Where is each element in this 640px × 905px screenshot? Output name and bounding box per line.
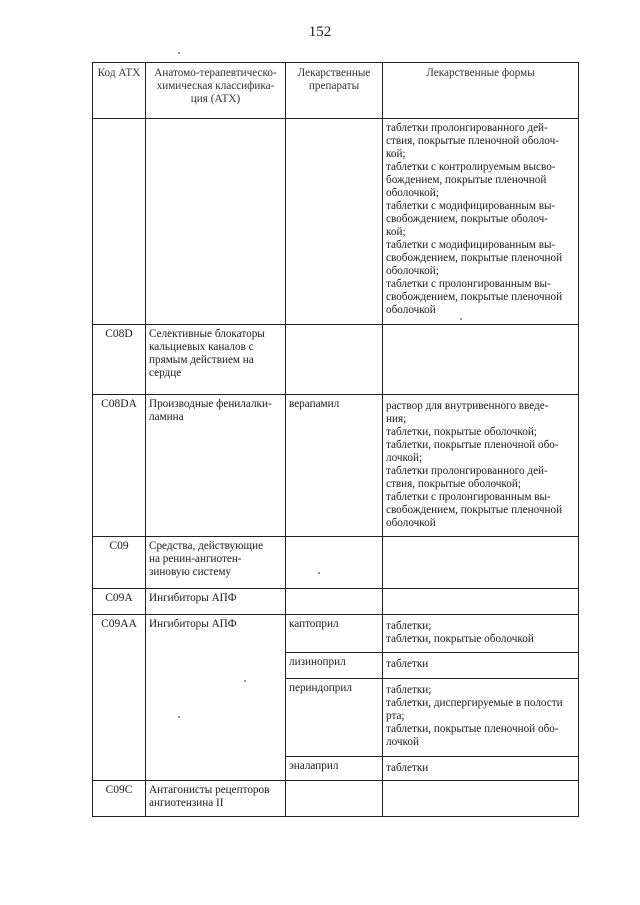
- drug-cell: эналаприл: [286, 757, 383, 781]
- form-line: лочкой: [386, 736, 419, 748]
- code-cell: C08D: [93, 325, 146, 395]
- classification-line: Антагонисты рецепторов: [149, 784, 270, 796]
- header-classification: [146, 63, 286, 119]
- forms-cell: [383, 615, 579, 653]
- form-line: таблетки пролонгированного дей-: [386, 122, 548, 134]
- classification-line: Средства, действующие: [149, 540, 264, 552]
- header-classification-line: химическая классифика-: [156, 80, 275, 92]
- atx-table: [92, 62, 579, 817]
- classification-line: на ренин-ангиотен-: [149, 553, 242, 565]
- form-line: бождением, покрытые пленочной: [386, 174, 547, 186]
- form-line: таблетки;: [386, 684, 432, 696]
- forms-cell: [383, 119, 579, 325]
- code-cell: [93, 119, 146, 325]
- form-line: таблетки, диспергируемые в полости: [386, 697, 563, 709]
- header-code: Код АТХ: [93, 63, 146, 119]
- form-line: свобождением, покрытые пленочной: [386, 291, 563, 303]
- form-line: ния;: [386, 413, 407, 425]
- table-row: [93, 395, 579, 537]
- forms-cell: [383, 653, 579, 679]
- form-line: таблетки с пролонгированным вы-: [386, 491, 551, 503]
- classification-cell: [146, 589, 286, 615]
- table-row: [93, 325, 579, 395]
- header-classification-line: ция (АТХ): [190, 93, 241, 105]
- drug-cell: [286, 325, 383, 395]
- form-line: таблетки, покрытые оболочкой;: [386, 426, 537, 438]
- header-drugs: [286, 63, 383, 119]
- drug-cell: [286, 589, 383, 615]
- classification-line: ангиотензина II: [149, 797, 224, 809]
- classification-line: сердце: [149, 367, 182, 379]
- classification-line: Ингибиторы АПФ: [149, 618, 237, 630]
- form-line: таблетки: [386, 658, 429, 670]
- code-cell: C09A: [93, 589, 146, 615]
- classification-line: Производные фенилалки-: [149, 398, 272, 410]
- table-header-row: [93, 63, 579, 119]
- form-line: лочкой;: [386, 452, 423, 464]
- classification-line: ламина: [149, 411, 184, 423]
- forms-cell: [383, 325, 579, 395]
- form-line: оболочкой;: [386, 187, 439, 199]
- table-row: [93, 781, 579, 817]
- classification-line: Селективные блокаторы: [149, 328, 265, 340]
- form-line: таблетки: [386, 762, 429, 774]
- forms-cell: [383, 395, 579, 537]
- classification-cell: [146, 395, 286, 537]
- code-cell: C09AA: [93, 615, 146, 781]
- table-row: [93, 615, 579, 653]
- table-row: [93, 537, 579, 589]
- code-cell: C09C: [93, 781, 146, 817]
- form-line: оболочкой: [386, 517, 436, 529]
- classification-cell: [146, 325, 286, 395]
- forms-cell: [383, 589, 579, 615]
- form-line: кой;: [386, 148, 406, 160]
- header-drugs-line: препараты: [308, 80, 360, 92]
- table-row: [93, 119, 579, 325]
- classification-line: прямым действием на: [149, 354, 254, 366]
- classification-line: Ингибиторы АПФ: [149, 592, 237, 604]
- drug-cell: [286, 537, 383, 589]
- forms-cell: [383, 757, 579, 781]
- drug-cell: лизиноприл: [286, 653, 383, 679]
- form-line: кой;: [386, 226, 406, 238]
- code-cell: C08DA: [93, 395, 146, 537]
- form-line: ствия, покрытые оболочкой;: [386, 478, 521, 490]
- code-cell: C09: [93, 537, 146, 589]
- form-line: таблетки с пролонгированным вы-: [386, 278, 551, 290]
- form-line: свобождением, покрытые пленочной: [386, 252, 563, 264]
- header-drugs-line: Лекарственные: [297, 67, 371, 79]
- scan-speck: [178, 52, 180, 54]
- table-row: [93, 589, 579, 615]
- classification-cell: [146, 119, 286, 325]
- drug-cell: периндоприл: [286, 679, 383, 757]
- form-line: таблетки пролонгированного дей-: [386, 465, 548, 477]
- form-line: таблетки, покрытые пленочной обо-: [386, 723, 559, 735]
- classification-line: зиновую систему: [149, 566, 232, 578]
- form-line: оболочкой;: [386, 265, 439, 277]
- form-line: свобождением, покрытые оболоч-: [386, 213, 549, 225]
- page-number: 152: [308, 24, 332, 40]
- form-line: таблетки с контролируемым высво-: [386, 161, 556, 173]
- form-line: раствор для внутривенного введе-: [386, 400, 549, 412]
- form-line: таблетки, покрытые пленочной обо-: [386, 439, 559, 451]
- classification-cell: [146, 615, 286, 781]
- drug-cell: [286, 781, 383, 817]
- forms-cell: [383, 537, 579, 589]
- drug-cell: каптоприл: [286, 615, 383, 653]
- drug-cell: [286, 119, 383, 325]
- forms-cell: [383, 781, 579, 817]
- form-line: таблетки с модифицированным вы-: [386, 200, 556, 212]
- header-forms: Лекарственные формы: [383, 63, 579, 119]
- form-line: таблетки с модифицированным вы-: [386, 239, 556, 251]
- form-line: ствия, покрытые пленочной оболоч-: [386, 135, 559, 147]
- classification-cell: [146, 537, 286, 589]
- header-classification-line: Анатомо-терапевтическо-: [154, 67, 277, 79]
- form-line: оболочкой: [386, 304, 436, 316]
- form-line: рта;: [386, 710, 405, 722]
- drug-cell: верапамил: [286, 395, 383, 537]
- classification-cell: [146, 781, 286, 817]
- form-line: свобождением, покрытые пленочной: [386, 504, 563, 516]
- form-line: таблетки;: [386, 620, 432, 632]
- form-line: таблетки, покрытые оболочкой: [386, 633, 534, 645]
- classification-line: кальциевых каналов с: [149, 341, 254, 353]
- forms-cell: [383, 679, 579, 757]
